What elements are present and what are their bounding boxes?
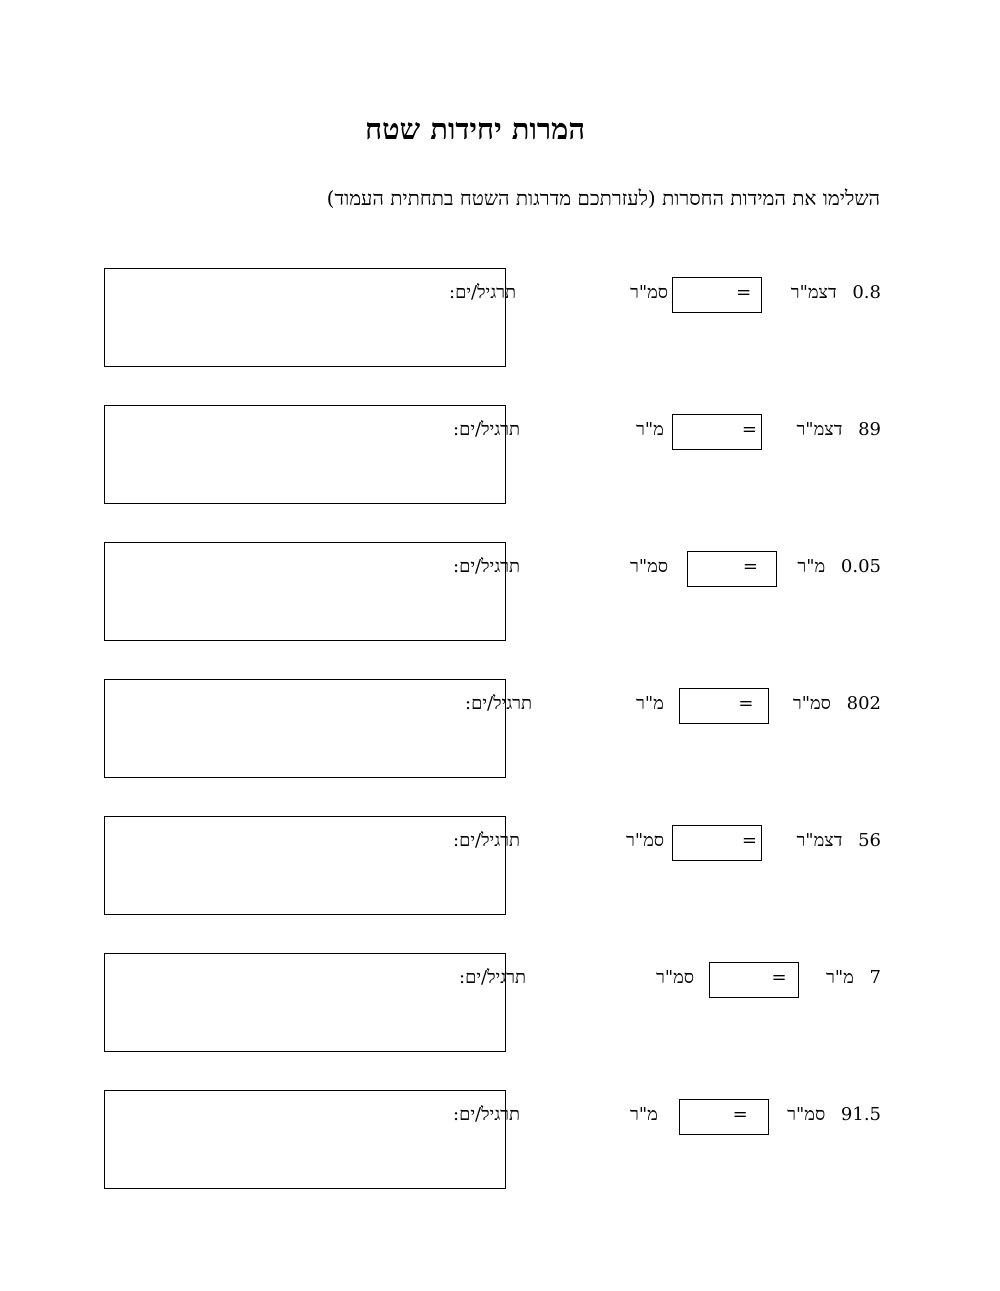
target-unit: מ"ר <box>630 1104 658 1125</box>
exercise-label: תרגיל/ים: <box>453 830 520 851</box>
equals-sign: = <box>771 967 787 988</box>
work-area-box[interactable] <box>104 1090 506 1189</box>
exercise-label: תרגיל/ים: <box>453 556 520 577</box>
question-text <box>736 282 881 303</box>
work-area-box[interactable] <box>104 268 506 367</box>
question-text <box>733 1104 881 1125</box>
exercise-row <box>0 816 1000 916</box>
source-value: 802 <box>846 693 881 714</box>
question-text <box>771 967 881 988</box>
source-unit: דצמ"ר <box>796 830 843 851</box>
exercise-row <box>0 1090 1000 1190</box>
source-unit: מ"ר <box>797 556 826 577</box>
question-text <box>743 556 881 577</box>
instructions: השלימו את המידות החסרות (לעזרתכם מדרגות השטח בתחתית העמוד) <box>326 186 880 210</box>
source-value: 91.5 <box>840 1104 881 1125</box>
source-unit: סמ"ר <box>792 693 831 714</box>
exercise-label: תרגיל/ים: <box>465 693 532 714</box>
exercise-row <box>0 268 1000 368</box>
work-area-box[interactable] <box>104 405 506 504</box>
question-text <box>742 830 881 851</box>
source-value: 7 <box>869 967 881 988</box>
exercise-label: תרגיל/ים: <box>459 967 526 988</box>
source-unit: דצמ"ר <box>796 419 843 440</box>
question-text <box>742 419 881 440</box>
exercise-row <box>0 679 1000 779</box>
source-value: 56 <box>858 830 881 851</box>
exercise-label: תרגיל/ים: <box>449 282 516 303</box>
target-unit: סמ"ר <box>630 556 669 577</box>
work-area-box[interactable] <box>104 953 506 1052</box>
work-area-box[interactable] <box>104 679 506 778</box>
source-value: 89 <box>858 419 881 440</box>
equals-sign: = <box>741 419 757 440</box>
equals-sign: = <box>732 1104 748 1125</box>
target-unit: מ"ר <box>636 693 664 714</box>
target-unit: מ"ר <box>636 419 664 440</box>
work-area-box[interactable] <box>104 542 506 641</box>
exercise-label: תרגיל/ים: <box>453 419 520 440</box>
source-unit: דצמ"ר <box>790 282 837 303</box>
exercise-label: תרגיל/ים: <box>453 1104 520 1125</box>
source-value: 0.8 <box>852 282 881 303</box>
source-unit: מ"ר <box>826 967 854 988</box>
target-unit: סמ"ר <box>656 967 695 988</box>
question-text <box>738 693 881 714</box>
target-unit: סמ"ר <box>626 830 665 851</box>
exercise-row <box>0 405 1000 505</box>
source-value: 0.05 <box>840 556 881 577</box>
equals-sign: = <box>736 282 752 303</box>
work-area-box[interactable] <box>104 816 506 915</box>
exercise-row <box>0 542 1000 642</box>
target-unit: סמ"ר <box>630 282 669 303</box>
equals-sign: = <box>741 830 757 851</box>
exercise-row <box>0 953 1000 1053</box>
source-unit: סמ"ר <box>787 1104 826 1125</box>
equals-sign: = <box>738 693 754 714</box>
page-title: המרות יחידות שטח <box>364 112 586 146</box>
equals-sign: = <box>742 556 758 577</box>
